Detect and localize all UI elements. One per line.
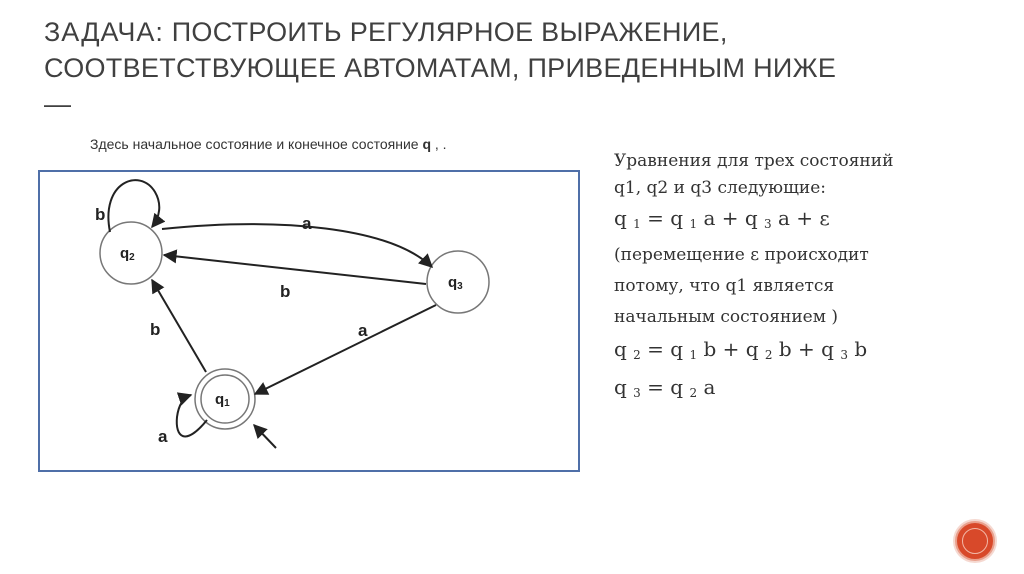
equation-2: q $_2$ = q $_1$ b + q $_2$ b + q $_3$ b [614,337,868,362]
title-line-1-rest: ПОСТРОИТЬ РЕГУЛЯРНОЕ ВЫРАЖЕНИЕ, [163,17,728,47]
edge-q3-q2 [164,255,426,284]
edge-q1-q2-label: b [150,320,161,339]
edge-q3-q2-label: b [280,282,291,301]
caption-bold: q [422,136,432,152]
automaton-diagram [38,170,580,472]
title-line-1 [44,14,984,50]
automaton-svg [40,172,578,470]
equation-note-2: потому, что q1 является [614,276,835,296]
equations-panel [614,148,1014,409]
edge-q2-loop-label: b [95,205,106,224]
equations-intro-2: q1, q2 и q3 следующие: [614,178,827,198]
state-q3-label: q3 [448,274,463,292]
start-arrow [254,425,276,448]
edge-q3-q1-label: a [358,321,368,340]
equation-1: q $_1$ = q $_1$ a + q $_3$ a + ε [614,206,830,231]
circle-button-icon[interactable] [955,521,995,561]
caption-tail: , . [431,136,447,152]
edge-q3-q1 [255,305,436,394]
equations-intro-1: Уравнения для трех состояний [614,151,894,171]
caption-text: Здесь начальное состояние и конечное состояние [90,136,423,152]
edge-q1-loop-label: a [158,427,168,446]
state-q1-label: q1 [215,391,230,409]
diagram-caption [90,136,447,152]
title-line-2: СООТВЕТСТВУЮЩЕЕ АВТОМАТАМ, ПРИВЕДЕННЫМ НИЖЕ [44,53,837,83]
equation-note-3: начальным состоянием ) [614,307,839,327]
slide-title [44,14,984,122]
edge-q2-q3 [162,224,432,267]
title-prefix: ЗАДАЧА: [44,17,164,47]
equation-3: q $_3$ = q $_2$ a [614,375,716,400]
equation-note-1: (перемещение ε происходит [614,245,869,265]
edge-q2-q3-label: a [302,214,312,233]
state-q2-label: q2 [120,245,135,263]
title-line-3: — [44,89,72,119]
circle-button-inner [962,528,988,554]
